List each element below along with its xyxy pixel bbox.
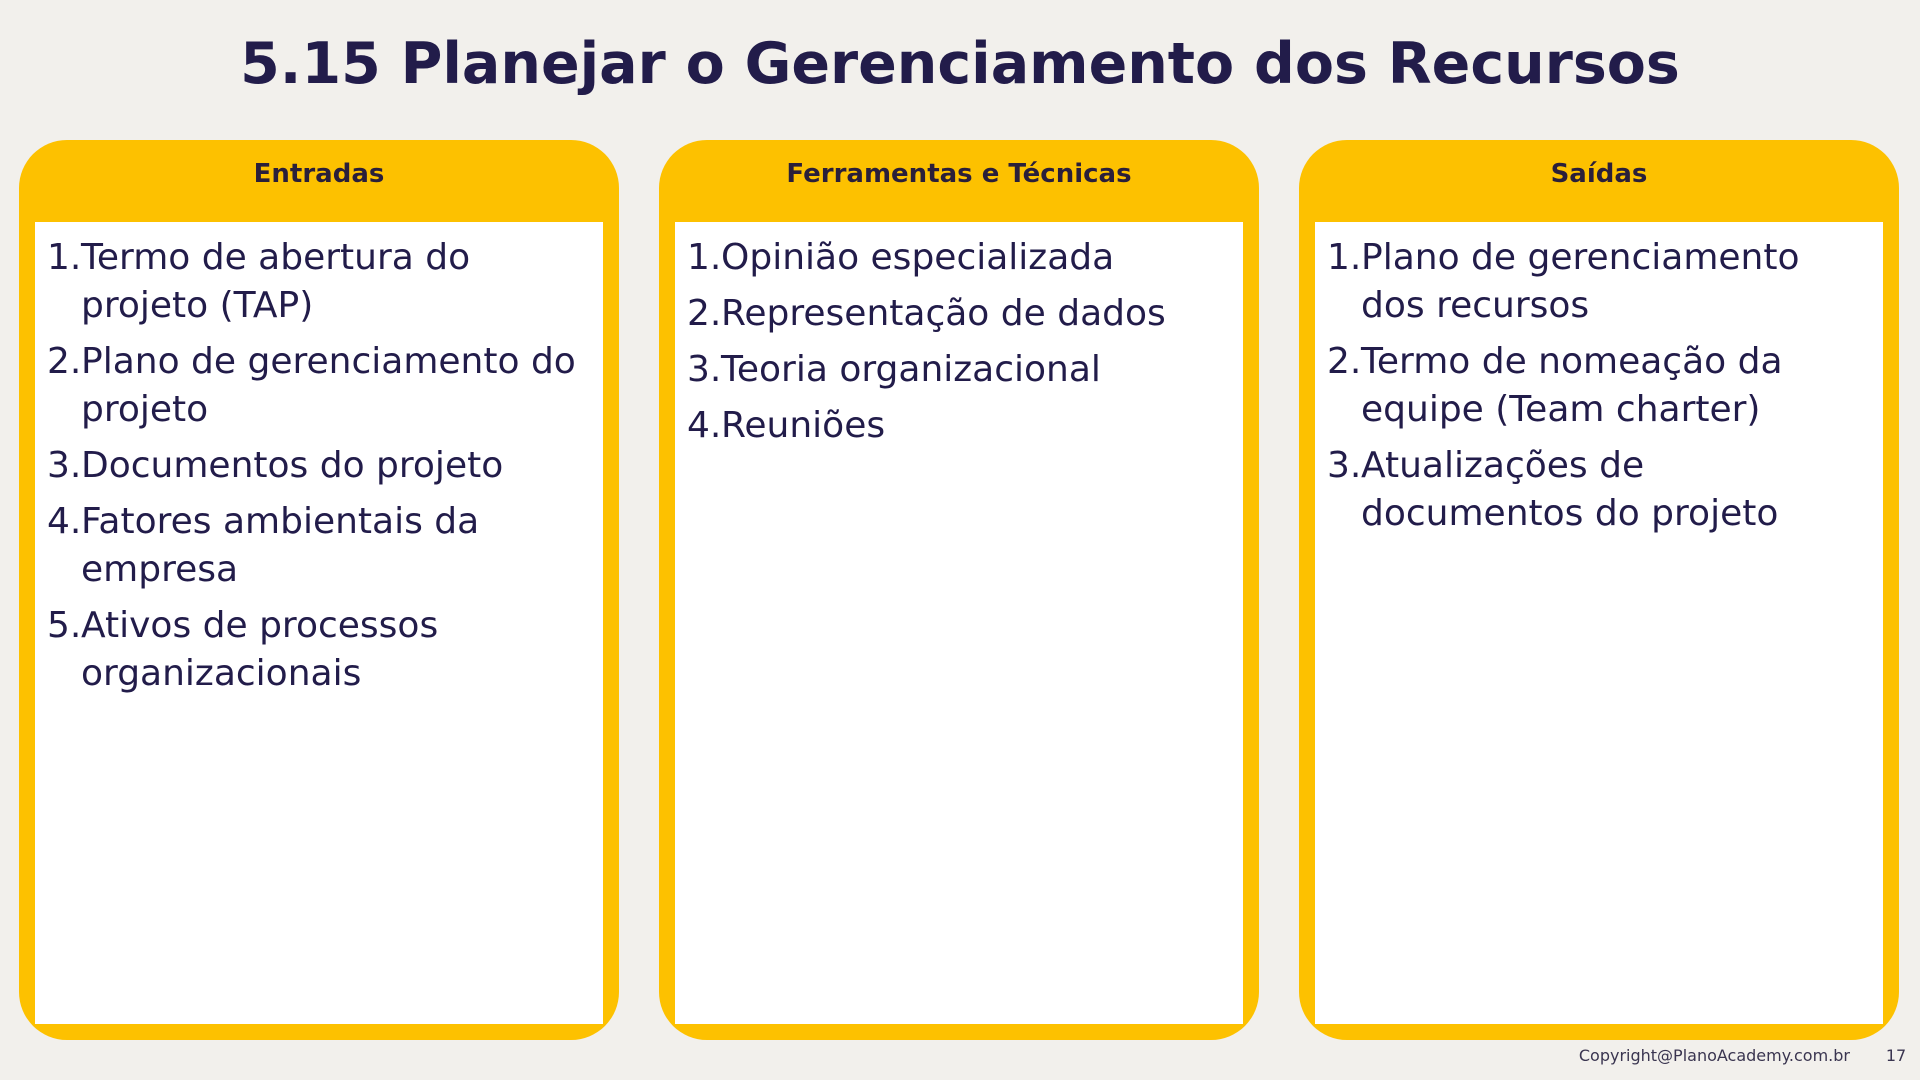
item-number: 3. [1327, 445, 1362, 486]
card-header-outputs: Saídas [1550, 159, 1648, 189]
item-number: 3. [47, 445, 82, 486]
item-text: Fatores ambientais da empresa [81, 501, 480, 590]
inputs-card [19, 140, 619, 1040]
item-text: Opinião especializada [721, 237, 1115, 278]
item-number: 4. [47, 501, 82, 542]
list-item [47, 234, 591, 330]
list-item [47, 338, 591, 434]
list-item [47, 498, 591, 594]
list-item [47, 442, 591, 490]
list-item [1327, 234, 1871, 330]
list-item [47, 602, 591, 698]
item-text: Documentos do projeto [81, 445, 504, 486]
card-body-tools [675, 222, 1243, 1024]
item-number: 1. [47, 237, 82, 278]
outputs-list [1327, 234, 1871, 538]
item-number: 2. [47, 341, 82, 382]
item-text: Reuniões [721, 405, 886, 446]
item-text: Ativos de processos organizacionais [81, 605, 439, 694]
inputs-list [47, 234, 591, 698]
item-text: Termo de nomeação da equipe (Team charter) [1361, 341, 1783, 430]
page-number: 17 [1885, 1046, 1907, 1065]
list-item [687, 346, 1231, 394]
item-number: 4. [687, 405, 722, 446]
item-number: 1. [687, 237, 722, 278]
copyright-notice: Copyright@PlanoAcademy.com.br [1578, 1046, 1850, 1065]
item-number: 5. [47, 605, 82, 646]
list-item [687, 290, 1231, 338]
card-header-tools: Ferramentas e Técnicas [786, 159, 1132, 189]
item-number: 3. [687, 349, 722, 390]
item-text: Plano de gerenciamento do projeto [81, 341, 576, 430]
item-text: Teoria organizacional [721, 349, 1101, 390]
item-text: Representação de dados [721, 293, 1166, 334]
card-header-inputs: Entradas [253, 159, 385, 189]
item-text: Termo de abertura do projeto (TAP) [81, 237, 471, 326]
outputs-card [1299, 140, 1899, 1040]
list-item [1327, 338, 1871, 434]
item-number: 2. [1327, 341, 1362, 382]
item-text: Plano de gerenciamento dos recursos [1361, 237, 1800, 326]
item-number: 1. [1327, 237, 1362, 278]
tools-list [687, 234, 1231, 450]
item-number: 2. [687, 293, 722, 334]
card-body-outputs [1315, 222, 1883, 1024]
list-item [1327, 442, 1871, 538]
list-item [687, 234, 1231, 282]
list-item [687, 402, 1231, 450]
tools-techniques-card [659, 140, 1259, 1040]
card-body-inputs [35, 222, 603, 1024]
item-text: Atualizações de documentos do projeto [1361, 445, 1779, 534]
page-title: 5.15 Planejar o Gerenciamento dos Recursos [240, 31, 1680, 97]
